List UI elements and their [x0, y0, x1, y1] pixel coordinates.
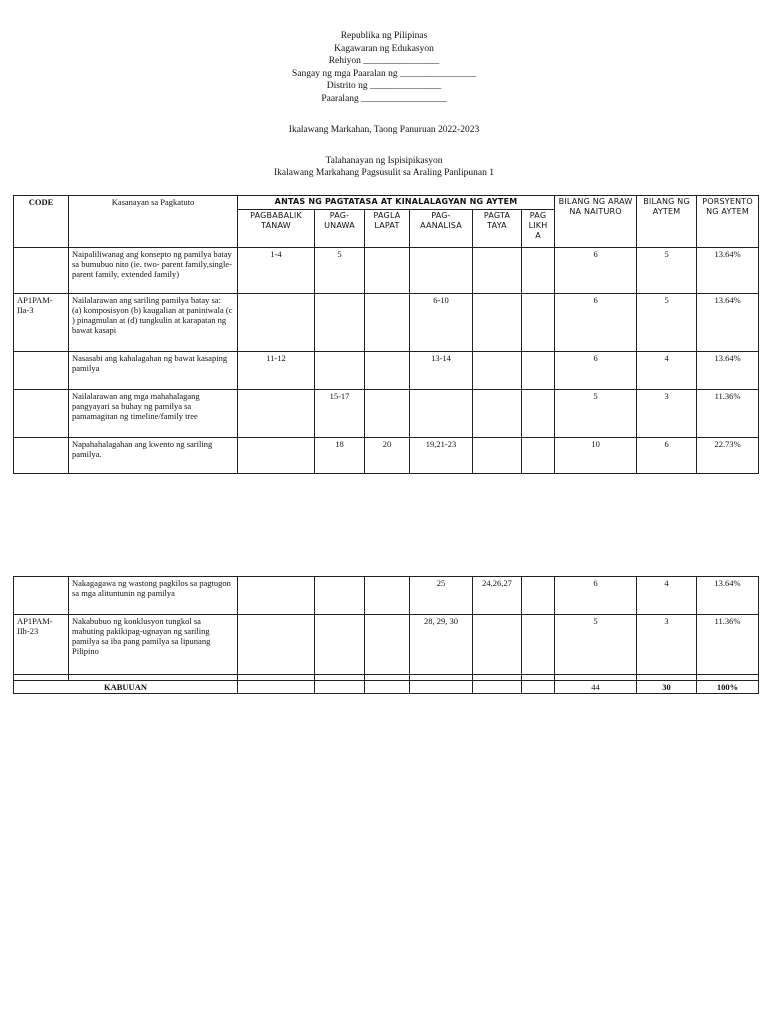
level-cell: [238, 577, 315, 615]
level-cell: [473, 352, 522, 390]
table-row: [14, 352, 759, 390]
skill-cell: Napahahalagahan ang kwento ng sariling pamilya.: [69, 438, 238, 474]
level-cell: [365, 248, 410, 294]
skill-cell: Nailalarawan ang sariling pamilya batay sa: (a) komposisyon (b) kaugalian at paniniwala (c ) pinagmulan at (d) tungkulin at karapatan ng bawat kasapi: [69, 294, 238, 352]
level-cell: 28, 29, 30: [410, 615, 473, 675]
items-cell: 4: [637, 352, 697, 390]
level-cell: [238, 390, 315, 438]
title-line: Talahanayan ng Ispisipikasyon: [325, 155, 443, 166]
level-header: PAG- UNAWA: [315, 210, 365, 248]
document-header: [0, 30, 768, 180]
level-cell: [473, 615, 522, 675]
code-cell: AP1PAM- IIa-3: [14, 294, 69, 352]
col-header-porsyento: PORSYENTO NG AYTEM: [697, 196, 759, 248]
level-cell: [473, 438, 522, 474]
total-items: 30: [637, 681, 697, 694]
level-cell: [365, 352, 410, 390]
col-header-bilang-aytem: BILANG NG AYTEM: [637, 196, 697, 248]
items-cell: 5: [637, 294, 697, 352]
table-row: [14, 390, 759, 438]
level-cell: [473, 390, 522, 438]
code-cell: [14, 390, 69, 438]
level-cell: 25: [410, 577, 473, 615]
level-cell: 11-12: [238, 352, 315, 390]
days-cell: 6: [555, 352, 637, 390]
level-cell: [473, 248, 522, 294]
level-cell: [365, 577, 410, 615]
level-header: PAGTA TAYA: [473, 210, 522, 248]
days-cell: 6: [555, 294, 637, 352]
pct-cell: 13.64%: [697, 352, 759, 390]
header-line: Distrito ng _______________: [326, 81, 442, 91]
level-cell: [410, 390, 473, 438]
col-header-kasanayan: Kasanayan sa Pagkatuto: [69, 196, 238, 248]
level-cell: [522, 577, 555, 615]
level-cell: 24,26,27: [473, 577, 522, 615]
level-header: PAGLA LAPAT: [365, 210, 410, 248]
items-cell: 4: [637, 577, 697, 615]
col-header-code: CODE: [14, 196, 69, 248]
level-cell: [365, 615, 410, 675]
pct-cell: 13.64%: [697, 248, 759, 294]
level-cell: [522, 248, 555, 294]
code-cell: [14, 577, 69, 615]
level-cell: [473, 294, 522, 352]
items-cell: 5: [637, 248, 697, 294]
table-row: [14, 615, 759, 675]
col-header-bilang-araw: BILANG NG ARAW NA NAITURO: [555, 196, 637, 248]
level-cell: 5: [315, 248, 365, 294]
days-cell: 6: [555, 248, 637, 294]
level-header: PAGBABALIK TANAW: [238, 210, 315, 248]
days-cell: 5: [555, 390, 637, 438]
items-cell: 3: [637, 390, 697, 438]
level-cell: [315, 352, 365, 390]
header-line: Paaralang __________________: [321, 93, 447, 104]
col-header-antas: ANTAS NG PAGTATASA AT KINALALAGYAN NG AYTEM: [238, 196, 555, 210]
level-cell: [522, 438, 555, 474]
skill-cell: Nailalarawan ang mga mahahalagang pangyayari sa buhay ng pamilya sa pamamagitan ng timeline/family tree: [69, 390, 238, 438]
level-cell: 20: [365, 438, 410, 474]
total-label: KABUUAN: [14, 681, 238, 694]
table-row: [14, 294, 759, 352]
level-cell: 18: [315, 438, 365, 474]
level-cell: [238, 438, 315, 474]
pct-cell: 11.36%: [697, 390, 759, 438]
skill-cell: Naipaliliwanag ang konsepto ng pamilya batay sa bumubuo nito (ie. two- parent family,single-parent family, extended family): [69, 248, 238, 294]
specification-table-continued: [13, 576, 759, 694]
total-pct: 100%: [697, 681, 759, 694]
table-body: [14, 248, 759, 474]
level-cell: [522, 294, 555, 352]
level-cell: [238, 615, 315, 675]
quarter-line: Ikalawang Markahan, Taong Panuruan 2022-2023: [288, 124, 480, 135]
pct-cell: 22.73%: [697, 438, 759, 474]
items-cell: 3: [637, 615, 697, 675]
code-cell: [14, 438, 69, 474]
header-line: Sangay ng mga Paaralan ng ________________: [292, 68, 476, 79]
level-cell: [315, 577, 365, 615]
level-cell: 13-14: [410, 352, 473, 390]
level-cell: 19,21-23: [410, 438, 473, 474]
level-cell: [365, 390, 410, 438]
days-cell: 10: [555, 438, 637, 474]
table-row: [14, 438, 759, 474]
level-cell: [315, 615, 365, 675]
subtitle-line: Ikalawang Markahang Pagsusulit sa Araling Panlipunan 1: [273, 168, 495, 178]
skill-cell: Nasasabi ang kahalagahan ng bawat kasaping pamilya: [69, 352, 238, 390]
skill-cell: Nakabubuo ng konklusyon tungkol sa mabuting pakikipag-ugnayan ng sariling pamilya sa iba pang pamilya sa lipunang Pilipino: [69, 615, 238, 675]
level-cell: [410, 248, 473, 294]
level-cell: [522, 352, 555, 390]
level-cell: [522, 615, 555, 675]
table-row: [14, 577, 759, 615]
header-line: Rehiyon ________________: [328, 56, 440, 66]
total-row: [14, 681, 759, 694]
level-cell: [522, 390, 555, 438]
pct-cell: 13.64%: [697, 577, 759, 615]
level-cell: [238, 294, 315, 352]
level-header: PAG- AANALISA: [410, 210, 473, 248]
table-body: [14, 577, 759, 675]
level-cell: 6-10: [410, 294, 473, 352]
level-cell: 1-4: [238, 248, 315, 294]
level-header: PAG LIKH A: [522, 210, 555, 248]
specification-table: [13, 195, 759, 474]
code-cell: [14, 352, 69, 390]
level-cell: [315, 294, 365, 352]
header-line: Republika ng Pilipinas: [340, 31, 428, 41]
days-cell: 6: [555, 577, 637, 615]
total-days: 44: [555, 681, 637, 694]
pct-cell: 13.64%: [697, 294, 759, 352]
header-line: Kagawaran ng Edukasyon: [334, 43, 434, 54]
level-cell: [365, 294, 410, 352]
days-cell: 5: [555, 615, 637, 675]
items-cell: 6: [637, 438, 697, 474]
pct-cell: 11.36%: [697, 615, 759, 675]
code-cell: AP1PAM- IIh-23: [14, 615, 69, 675]
table-row: [14, 248, 759, 294]
level-cell: 15-17: [315, 390, 365, 438]
code-cell: [14, 248, 69, 294]
skill-cell: Nakagagawa ng wastong pagkilos sa pagtugon sa mga alituntunin ng pamilya: [69, 577, 238, 615]
